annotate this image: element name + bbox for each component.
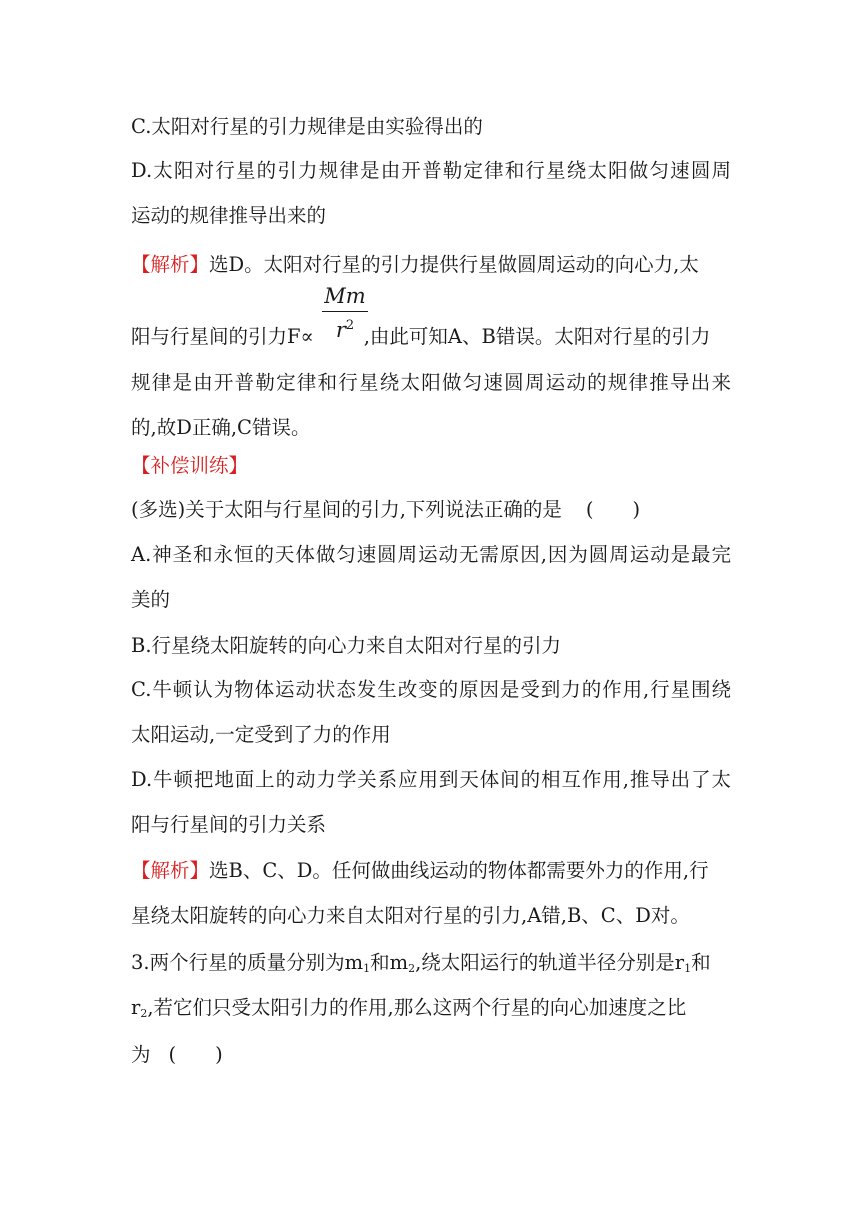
analysis1-line3: 规律是由开普勒定律和行星绕太阳做匀速圆周运动的规律推导出来	[131, 371, 731, 394]
supplement-option-c-line1: C.牛顿认为物体运动状态发生改变的原因是受到力的作用,行星围绕	[131, 678, 731, 701]
supplement-option-c-line2: 太阳运动,一定受到了力的作用	[131, 723, 391, 746]
supplement-option-d-line1: D.牛顿把地面上的动力学关系应用到天体间的相互作用,推导出了太	[131, 768, 731, 791]
fraction-denominator: $r^2$	[335, 318, 355, 342]
formula-fraction	[322, 284, 368, 344]
analysis1-line2: 阳与行星间的引力F∝ ,由此可知A、B错误。太阳对行星的引力	[131, 325, 711, 348]
supplement-option-d-line2: 阳与行星间的引力关系	[131, 813, 327, 836]
supplement-option-a-line1: A.神圣和永恒的天体做匀速圆周运动无需原因,因为圆周运动是最完	[131, 543, 731, 566]
analysis1-line4: 的,故D正确,C错误。	[131, 416, 311, 439]
question3-line1: 3.两个行星的质量分别为$m_1$和$m_2$,绕太阳运行的轨道半径分别是$r_1$和	[131, 951, 711, 975]
analysis2-line2: 星绕太阳旋转的向心力来自太阳对行星的引力,A错,B、C、D对。	[131, 904, 690, 927]
question3-line3: 为 ( )	[131, 1043, 223, 1066]
supplement-question: (多选)关于太阳与行星间的引力,下列说法正确的是 ( )	[131, 498, 641, 521]
analysis2-line1: 【解析】选B、C、D。任何做曲线运动的物体都需要外力的作用,行	[131, 859, 709, 882]
prev-option-d-line2: 运动的规律推导出来的	[131, 204, 327, 227]
prev-option-c: C.太阳对行星的引力规律是由实验得出的	[131, 115, 483, 138]
fraction-numerator: Mm	[322, 284, 368, 312]
analysis-tag: 【解析】	[131, 253, 210, 276]
answer-blank: ( )	[585, 498, 641, 521]
answer-blank: ( )	[168, 1043, 223, 1066]
analysis1-line1: 【解析】选D。太阳对行星的引力提供行星做圆周运动的向心力,太	[131, 253, 699, 276]
supplement-heading: 【补偿训练】	[131, 454, 249, 477]
supplement-option-b: B.行星绕太阳旋转的向心力来自太阳对行星的引力	[131, 634, 562, 657]
prev-option-d-line1: D.太阳对行星的引力规律是由开普勒定律和行星绕太阳做匀速圆周	[131, 159, 731, 182]
analysis-tag: 【解析】	[131, 859, 210, 882]
supplement-option-a-line2: 美的	[131, 588, 171, 611]
question3-line2: $r_2$,若它们只受太阳引力的作用,那么这两个行星的向心加速度之比	[131, 996, 687, 1020]
